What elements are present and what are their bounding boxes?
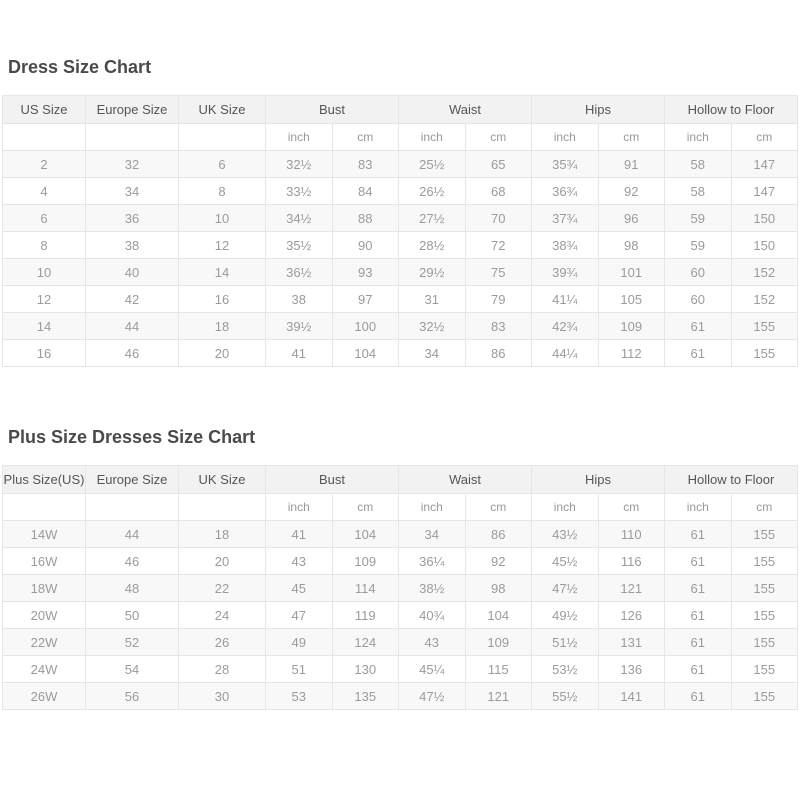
table-cell: 25½: [399, 151, 466, 178]
table-cell: 43½: [532, 521, 599, 548]
table-cell: 48: [86, 575, 179, 602]
table-cell: 61: [665, 548, 732, 575]
table-cell: 105: [598, 286, 665, 313]
header-us-size: US Size: [3, 96, 86, 124]
table-cell: 47½: [532, 575, 599, 602]
empty-cell: [86, 494, 179, 521]
table-cell: 155: [731, 629, 798, 656]
dress-size-table: [2, 95, 798, 367]
table-cell: 90: [332, 232, 399, 259]
table-cell: 42: [86, 286, 179, 313]
dress-size-chart-section: [0, 0, 800, 367]
empty-cell: [179, 494, 266, 521]
table-cell: 49½: [532, 602, 599, 629]
table-cell: 88: [332, 205, 399, 232]
table-cell: 58: [665, 178, 732, 205]
plus-size-table: [2, 465, 798, 710]
table-cell: 45½: [532, 548, 599, 575]
table-cell: 155: [731, 656, 798, 683]
unit-waist-cm: cm: [465, 494, 532, 521]
table-cell: 119: [332, 602, 399, 629]
header-plus-size-us: Plus Size(US): [3, 466, 86, 494]
table-cell: 54: [86, 656, 179, 683]
table-cell: 34: [399, 340, 466, 367]
table-cell: 61: [665, 313, 732, 340]
unit-hips-cm: cm: [598, 494, 665, 521]
table-cell: 155: [731, 575, 798, 602]
header-europe-size: Europe Size: [86, 466, 179, 494]
table-cell: 115: [465, 656, 532, 683]
table-cell: 97: [332, 286, 399, 313]
table-cell: 84: [332, 178, 399, 205]
header-hips: Hips: [532, 96, 665, 124]
header-uk-size: UK Size: [179, 96, 266, 124]
table-cell: 112: [598, 340, 665, 367]
table-row: [3, 232, 798, 259]
table-cell: 33½: [266, 178, 333, 205]
table-cell: 83: [465, 313, 532, 340]
table-cell: 61: [665, 521, 732, 548]
table-cell: 29½: [399, 259, 466, 286]
header-hollow-to-floor: Hollow to Floor: [665, 466, 798, 494]
table-header-row: [3, 96, 798, 124]
table-cell: 31: [399, 286, 466, 313]
table-cell: 27½: [399, 205, 466, 232]
table-cell: 35½: [266, 232, 333, 259]
table-cell: 16W: [3, 548, 86, 575]
table-cell: 14W: [3, 521, 86, 548]
table-row: [3, 683, 798, 710]
unit-waist-cm: cm: [465, 124, 532, 151]
table-cell: 38¾: [532, 232, 599, 259]
dress-size-table-header: [3, 96, 798, 151]
unit-bust-inch: inch: [266, 124, 333, 151]
table-cell: 39½: [266, 313, 333, 340]
table-cell: 8: [3, 232, 86, 259]
table-cell: 39¾: [532, 259, 599, 286]
table-cell: 96: [598, 205, 665, 232]
table-cell: 46: [86, 548, 179, 575]
table-cell: 6: [179, 151, 266, 178]
table-cell: 41: [266, 521, 333, 548]
table-cell: 26: [179, 629, 266, 656]
table-cell: 155: [731, 548, 798, 575]
header-hips: Hips: [532, 466, 665, 494]
table-cell: 34½: [266, 205, 333, 232]
table-cell: 42¾: [532, 313, 599, 340]
header-waist: Waist: [399, 96, 532, 124]
table-row: [3, 340, 798, 367]
table-cell: 41¼: [532, 286, 599, 313]
table-cell: 24: [179, 602, 266, 629]
table-cell: 44¼: [532, 340, 599, 367]
table-cell: 121: [598, 575, 665, 602]
table-cell: 16: [179, 286, 266, 313]
header-europe-size: Europe Size: [86, 96, 179, 124]
table-cell: 150: [731, 232, 798, 259]
table-cell: 36¼: [399, 548, 466, 575]
table-cell: 30: [179, 683, 266, 710]
table-row: [3, 259, 798, 286]
table-header-row: [3, 466, 798, 494]
table-cell: 100: [332, 313, 399, 340]
unit-hollow-cm: cm: [731, 494, 798, 521]
table-cell: 155: [731, 683, 798, 710]
table-cell: 20W: [3, 602, 86, 629]
table-cell: 26W: [3, 683, 86, 710]
table-row: [3, 205, 798, 232]
unit-waist-inch: inch: [399, 494, 466, 521]
table-cell: 61: [665, 629, 732, 656]
table-cell: 59: [665, 232, 732, 259]
table-row: [3, 602, 798, 629]
table-cell: 46: [86, 340, 179, 367]
table-cell: 61: [665, 340, 732, 367]
header-bust: Bust: [266, 466, 399, 494]
table-cell: 92: [598, 178, 665, 205]
header-hollow-to-floor: Hollow to Floor: [665, 96, 798, 124]
table-cell: 32: [86, 151, 179, 178]
table-units-row: [3, 494, 798, 521]
unit-hips-inch: inch: [532, 124, 599, 151]
table-cell: 40: [86, 259, 179, 286]
table-cell: 109: [465, 629, 532, 656]
table-cell: 70: [465, 205, 532, 232]
table-cell: 124: [332, 629, 399, 656]
table-cell: 52: [86, 629, 179, 656]
table-cell: 109: [332, 548, 399, 575]
table-cell: 93: [332, 259, 399, 286]
unit-waist-inch: inch: [399, 124, 466, 151]
table-cell: 22W: [3, 629, 86, 656]
table-cell: 44: [86, 521, 179, 548]
table-cell: 141: [598, 683, 665, 710]
table-cell: 14: [3, 313, 86, 340]
table-cell: 86: [465, 340, 532, 367]
table-row: [3, 521, 798, 548]
table-cell: 43: [399, 629, 466, 656]
table-cell: 55½: [532, 683, 599, 710]
table-row: [3, 151, 798, 178]
table-cell: 58: [665, 151, 732, 178]
table-row: [3, 313, 798, 340]
table-cell: 109: [598, 313, 665, 340]
table-cell: 14: [179, 259, 266, 286]
table-cell: 152: [731, 259, 798, 286]
table-cell: 110: [598, 521, 665, 548]
table-cell: 116: [598, 548, 665, 575]
table-cell: 24W: [3, 656, 86, 683]
table-cell: 60: [665, 286, 732, 313]
table-cell: 61: [665, 602, 732, 629]
unit-hips-cm: cm: [598, 124, 665, 151]
table-cell: 47: [266, 602, 333, 629]
table-cell: 83: [332, 151, 399, 178]
table-cell: 152: [731, 286, 798, 313]
table-cell: 18: [179, 521, 266, 548]
table-cell: 60: [665, 259, 732, 286]
plus-size-chart-title: Plus Size Dresses Size Chart: [8, 427, 256, 447]
table-cell: 36¾: [532, 178, 599, 205]
unit-hollow-inch: inch: [665, 124, 732, 151]
table-cell: 38: [86, 232, 179, 259]
unit-hollow-inch: inch: [665, 494, 732, 521]
table-cell: 131: [598, 629, 665, 656]
table-cell: 155: [731, 313, 798, 340]
plus-size-table-body: [3, 521, 798, 710]
table-cell: 121: [465, 683, 532, 710]
table-cell: 92: [465, 548, 532, 575]
empty-cell: [3, 494, 86, 521]
table-cell: 136: [598, 656, 665, 683]
table-cell: 10: [179, 205, 266, 232]
table-cell: 20: [179, 340, 266, 367]
table-cell: 126: [598, 602, 665, 629]
header-waist: Waist: [399, 466, 532, 494]
table-row: [3, 656, 798, 683]
table-cell: 32½: [266, 151, 333, 178]
table-cell: 8: [179, 178, 266, 205]
table-cell: 38½: [399, 575, 466, 602]
unit-bust-inch: inch: [266, 494, 333, 521]
table-cell: 104: [332, 521, 399, 548]
dress-size-table-body: [3, 151, 798, 367]
dress-size-chart-title: Dress Size Chart: [8, 57, 152, 77]
table-cell: 51: [266, 656, 333, 683]
table-cell: 50: [86, 602, 179, 629]
table-cell: 4: [3, 178, 86, 205]
table-cell: 32½: [399, 313, 466, 340]
table-cell: 155: [731, 340, 798, 367]
table-cell: 61: [665, 656, 732, 683]
table-row: [3, 629, 798, 656]
table-cell: 18: [179, 313, 266, 340]
table-row: [3, 575, 798, 602]
table-cell: 12: [179, 232, 266, 259]
unit-hips-inch: inch: [532, 494, 599, 521]
unit-bust-cm: cm: [332, 494, 399, 521]
table-cell: 101: [598, 259, 665, 286]
table-cell: 75: [465, 259, 532, 286]
table-cell: 61: [665, 683, 732, 710]
table-cell: 36½: [266, 259, 333, 286]
table-row: [3, 286, 798, 313]
table-cell: 43: [266, 548, 333, 575]
table-cell: 72: [465, 232, 532, 259]
table-cell: 98: [465, 575, 532, 602]
table-cell: 2: [3, 151, 86, 178]
table-cell: 150: [731, 205, 798, 232]
table-cell: 65: [465, 151, 532, 178]
table-cell: 12: [3, 286, 86, 313]
table-row: [3, 548, 798, 575]
table-cell: 47½: [399, 683, 466, 710]
table-cell: 34: [86, 178, 179, 205]
unit-hollow-cm: cm: [731, 124, 798, 151]
table-cell: 61: [665, 575, 732, 602]
table-cell: 91: [598, 151, 665, 178]
empty-cell: [86, 124, 179, 151]
table-cell: 104: [465, 602, 532, 629]
table-cell: 22: [179, 575, 266, 602]
header-uk-size: UK Size: [179, 466, 266, 494]
table-cell: 45: [266, 575, 333, 602]
table-cell: 135: [332, 683, 399, 710]
table-cell: 53½: [532, 656, 599, 683]
table-cell: 86: [465, 521, 532, 548]
table-cell: 114: [332, 575, 399, 602]
table-cell: 41: [266, 340, 333, 367]
table-cell: 10: [3, 259, 86, 286]
table-cell: 104: [332, 340, 399, 367]
plus-size-table-header: [3, 466, 798, 521]
unit-bust-cm: cm: [332, 124, 399, 151]
table-cell: 155: [731, 602, 798, 629]
table-cell: 53: [266, 683, 333, 710]
table-cell: 56: [86, 683, 179, 710]
table-cell: 147: [731, 178, 798, 205]
empty-cell: [179, 124, 266, 151]
table-cell: 44: [86, 313, 179, 340]
table-cell: 18W: [3, 575, 86, 602]
table-units-row: [3, 124, 798, 151]
header-bust: Bust: [266, 96, 399, 124]
table-cell: 34: [399, 521, 466, 548]
table-cell: 49: [266, 629, 333, 656]
table-cell: 37¾: [532, 205, 599, 232]
table-cell: 16: [3, 340, 86, 367]
table-cell: 38: [266, 286, 333, 313]
table-cell: 6: [3, 205, 86, 232]
table-cell: 59: [665, 205, 732, 232]
table-cell: 155: [731, 521, 798, 548]
plus-size-chart-section: [0, 367, 800, 710]
table-cell: 79: [465, 286, 532, 313]
table-cell: 26½: [399, 178, 466, 205]
table-cell: 51½: [532, 629, 599, 656]
empty-cell: [3, 124, 86, 151]
table-cell: 20: [179, 548, 266, 575]
table-cell: 130: [332, 656, 399, 683]
table-cell: 28: [179, 656, 266, 683]
table-cell: 147: [731, 151, 798, 178]
table-cell: 28½: [399, 232, 466, 259]
table-cell: 36: [86, 205, 179, 232]
table-cell: 98: [598, 232, 665, 259]
table-cell: 68: [465, 178, 532, 205]
table-row: [3, 178, 798, 205]
table-cell: 40¾: [399, 602, 466, 629]
table-cell: 45¼: [399, 656, 466, 683]
table-cell: 35¾: [532, 151, 599, 178]
